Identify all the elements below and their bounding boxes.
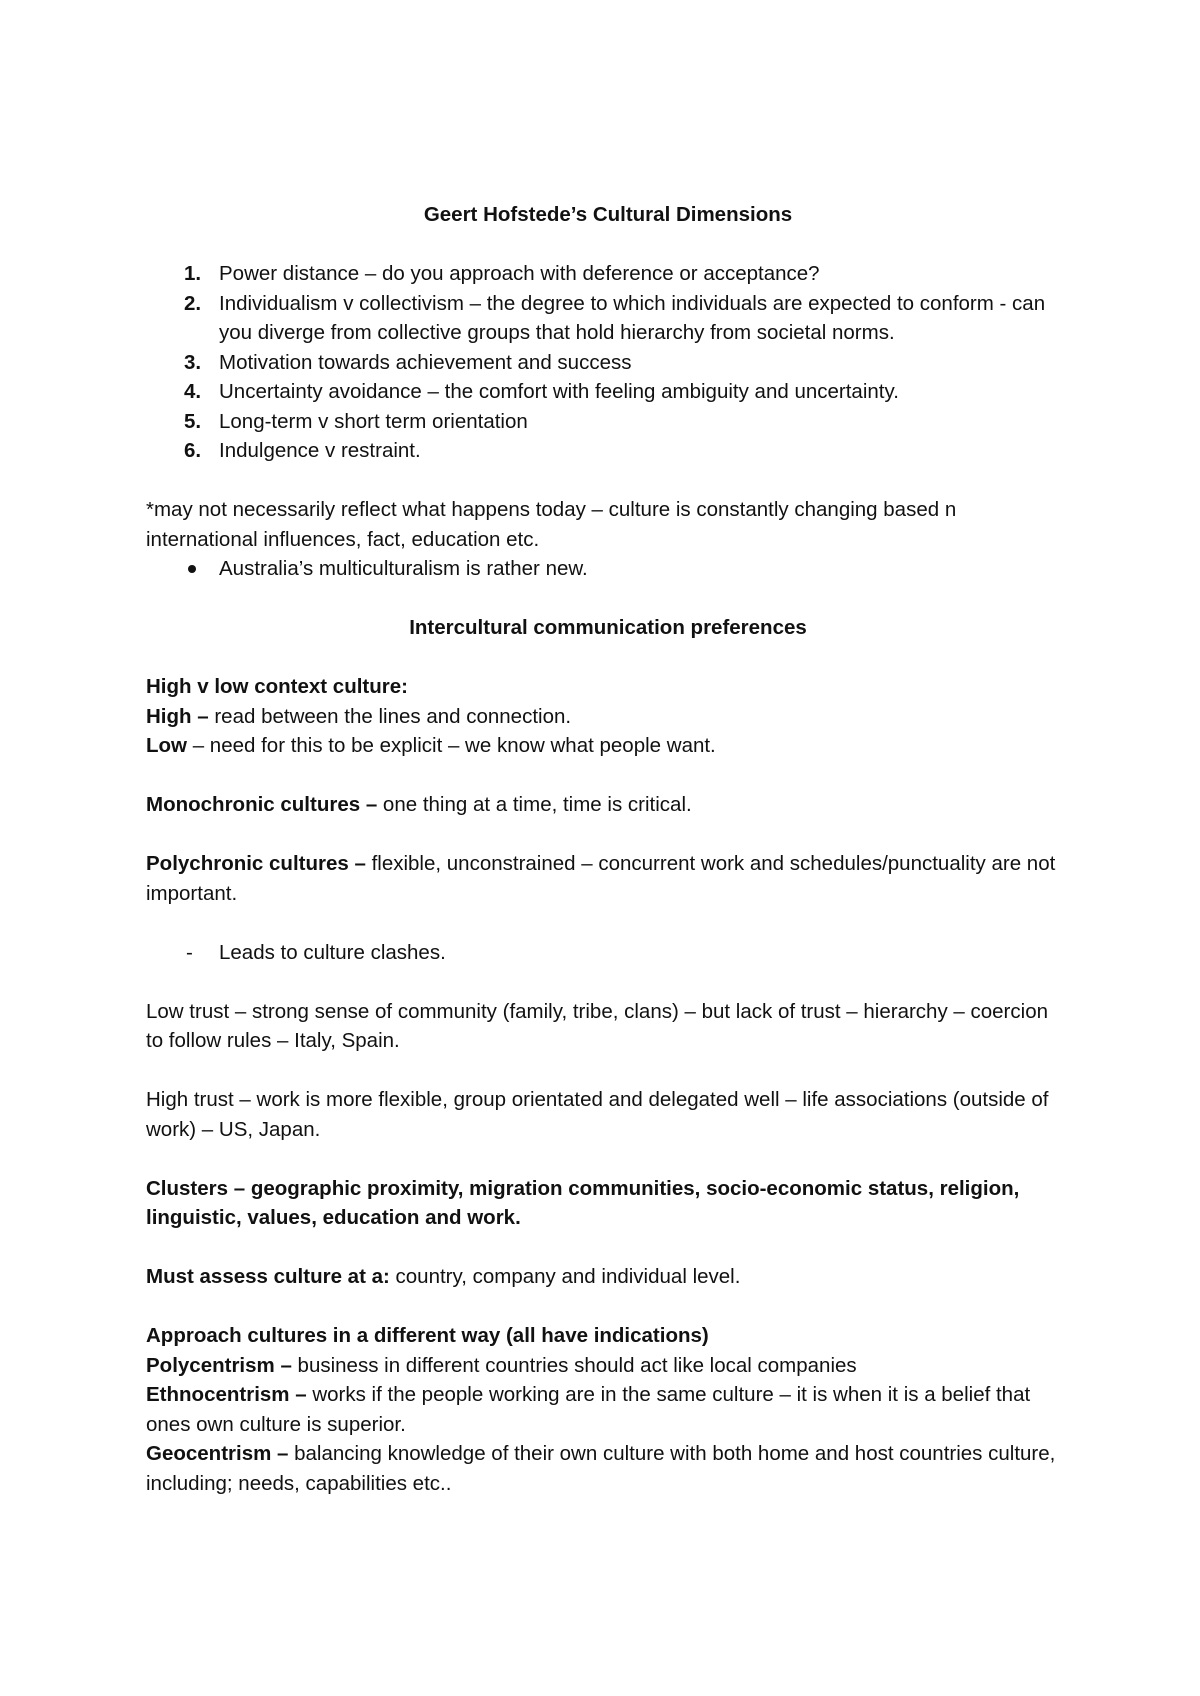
low-text: – need for this to be explicit – we know what people want. bbox=[187, 734, 716, 757]
spacer bbox=[146, 584, 1070, 614]
list-number: 4. bbox=[184, 380, 202, 403]
list-item-text: Australia’s multiculturalism is rather new. bbox=[219, 557, 588, 580]
high-label: High – bbox=[146, 704, 209, 728]
dash-marker: - bbox=[186, 940, 193, 964]
polycentrism-line bbox=[146, 1351, 1070, 1381]
list-number: 6. bbox=[184, 439, 202, 462]
title-cultural-dimensions: Geert Hofstede’s Cultural Dimensions bbox=[423, 203, 793, 226]
assess-label: Must assess culture at a: bbox=[146, 1265, 390, 1288]
list-item bbox=[146, 259, 1070, 289]
list-number: 5. bbox=[184, 409, 202, 433]
list-number: 2. bbox=[184, 291, 202, 315]
list-item-text: Leads to culture clashes. bbox=[219, 940, 446, 964]
spacer bbox=[146, 643, 1070, 673]
geocentrism-line bbox=[146, 1439, 1070, 1498]
polychronic-paragraph bbox=[146, 849, 1070, 908]
clusters-text: Clusters – geographic proximity, migration communities, socio-economic status, religion, linguistic, values, education and work. bbox=[146, 1176, 1020, 1229]
list-item bbox=[146, 436, 1070, 466]
dimensions-list bbox=[146, 259, 1070, 466]
list-item-text: Motivation towards achievement and success bbox=[219, 350, 632, 374]
spacer bbox=[146, 1292, 1070, 1322]
note-bullet-list bbox=[146, 554, 1070, 584]
list-item bbox=[146, 407, 1070, 437]
list-item-text: Uncertainty avoidance – the comfort with feeling ambiguity and uncertainty. bbox=[219, 380, 899, 403]
high-trust-paragraph: High trust – work is more flexible, group orientated and delegated well – life associations (outside of work) – US, Japan. bbox=[146, 1088, 1049, 1141]
high-context-line bbox=[146, 702, 1070, 732]
note-paragraph: *may not necessarily reflect what happens today – culture is constantly changing based n international influences, fact, education etc. bbox=[146, 498, 957, 551]
monochronic-text: one thing at a time, time is critical. bbox=[377, 793, 692, 816]
spacer bbox=[146, 908, 1070, 938]
list-item bbox=[146, 348, 1070, 378]
monochronic-label: Monochronic cultures – bbox=[146, 793, 378, 816]
polychronic-label: Polychronic cultures – bbox=[146, 852, 366, 875]
list-item-text: Individualism v collectivism – the degree to which individuals are expected to conform - can you diverge from collective groups that hold hierarchy from societal norms. bbox=[219, 291, 1046, 344]
ethnocentrism-text: works if the people working are in the same culture – it is when it is a belief that ones own culture is superior. bbox=[146, 1383, 1031, 1436]
document-body bbox=[146, 200, 1070, 1498]
dash-list bbox=[146, 938, 1070, 968]
polychronic-text: flexible, unconstrained – concurrent work and schedules/punctuality are not important. bbox=[146, 852, 1056, 905]
spacer bbox=[146, 820, 1070, 850]
list-item-text: Indulgence v restraint. bbox=[219, 439, 421, 462]
polycentrism-text: business in different countries should act like local companies bbox=[291, 1353, 857, 1377]
polycentrism-label: Polycentrism – bbox=[146, 1353, 292, 1377]
ethnocentrism-line bbox=[146, 1380, 1070, 1439]
approach-heading-text: Approach cultures in a different way (all have indications) bbox=[146, 1324, 709, 1347]
spacer bbox=[146, 967, 1070, 997]
list-item bbox=[146, 289, 1070, 348]
context-heading-text: High v low context culture: bbox=[146, 675, 408, 698]
list-item-text: Power distance – do you approach with deference or acceptance? bbox=[219, 262, 820, 285]
low-label: Low bbox=[146, 734, 187, 757]
monochronic-paragraph bbox=[146, 790, 1070, 820]
low-context-line bbox=[146, 731, 1070, 761]
spacer bbox=[146, 761, 1070, 791]
list-item bbox=[146, 554, 1070, 584]
title-intercultural-communication: Intercultural communication preferences bbox=[409, 616, 807, 639]
assess-paragraph bbox=[146, 1262, 1070, 1292]
assess-text: country, company and individual level. bbox=[389, 1265, 741, 1288]
spacer bbox=[146, 466, 1070, 496]
list-number: 3. bbox=[184, 350, 202, 374]
high-text: read between the lines and connection. bbox=[208, 704, 572, 728]
list-item bbox=[146, 938, 1070, 968]
geocentrism-label: Geocentrism – bbox=[146, 1442, 289, 1465]
ethnocentrism-label: Ethnocentrism – bbox=[146, 1383, 307, 1406]
low-trust-paragraph: Low trust – strong sense of community (family, tribe, clans) – but lack of trust – hierarchy – coercion to follow rules – Italy, Spain. bbox=[146, 999, 1048, 1052]
list-number: 1. bbox=[184, 262, 202, 285]
spacer bbox=[146, 1144, 1070, 1174]
bullet-icon bbox=[188, 565, 196, 573]
approach-heading bbox=[146, 1321, 1070, 1351]
clusters-paragraph bbox=[146, 1174, 1070, 1233]
list-item-text: Long-term v short term orientation bbox=[219, 409, 528, 433]
geocentrism-text: balancing knowledge of their own culture with both home and host countries culture, including; needs, capabilities etc.. bbox=[146, 1442, 1056, 1495]
spacer bbox=[146, 230, 1070, 260]
spacer bbox=[146, 1056, 1070, 1086]
context-heading bbox=[146, 672, 1070, 702]
spacer bbox=[146, 1233, 1070, 1263]
list-item bbox=[146, 377, 1070, 407]
